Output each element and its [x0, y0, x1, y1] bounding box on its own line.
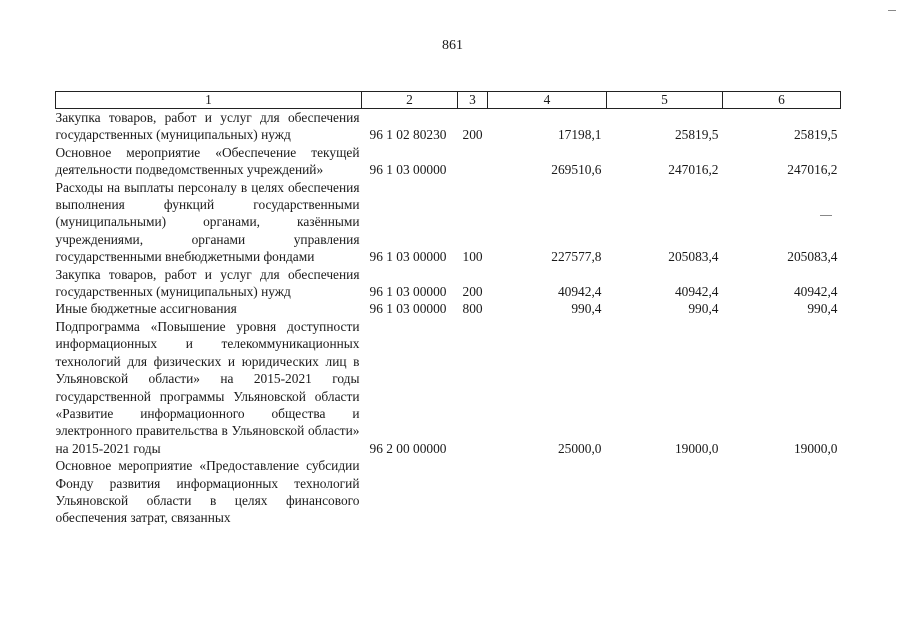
table-row [56, 179, 841, 266]
row-value-col5: 40942,4 [674, 284, 719, 300]
row-code [362, 457, 458, 527]
row-name: Основное мероприятие «Обеспечение текущей деятельности подведомственных учреждений» [55, 144, 360, 178]
row-value-col6: 247016,2 [787, 162, 838, 178]
row-value-col4: 17198,1 [557, 127, 602, 143]
row-expense-type: 200 [462, 284, 483, 300]
header-col-3: 3 [458, 92, 488, 109]
row-value-col4: 40942,4 [557, 284, 602, 300]
table-row [56, 109, 841, 144]
header-col-4: 4 [488, 92, 607, 109]
row-name: Закупка товаров, работ и услуг для обеспечения государственных (муниципальных) нужд [55, 110, 360, 143]
table-row [56, 266, 841, 301]
row-value-col6: 25819,5 [793, 127, 838, 143]
row-name: Иные бюджетные ассигнования [55, 301, 237, 317]
row-value-col4: 227577,8 [551, 249, 602, 265]
row-value-col6: 990,4 [807, 301, 838, 317]
row-value-col6: 19000,0 [793, 440, 838, 456]
row-expense-type: 800 [462, 301, 483, 317]
scan-artifact [820, 215, 832, 216]
table-row [56, 318, 841, 457]
row-value-col5 [607, 457, 723, 527]
header-col-2: 2 [362, 92, 458, 109]
row-value-col5: 247016,2 [668, 162, 719, 178]
row-name: Закупка товаров, работ и услуг для обеспечения государственных (муниципальных) нужд [55, 266, 360, 300]
row-expense-type [458, 457, 488, 527]
row-expense-type [458, 144, 488, 179]
table-row [56, 457, 841, 527]
header-col-5: 5 [607, 92, 723, 109]
row-expense-type: 100 [462, 249, 483, 265]
row-code: 96 1 03 00000 [369, 162, 447, 178]
row-name: Подпрограмма «Повышение уровня доступности информационных и телекоммуникационных технологий для физических и юридических лиц в Ульяновской области» на 2015-2021 годы государственной программы Ульяновской области «Развитие информационного общества и электронного правительства в Ульяновской области» на 2015-2021 годы [55, 318, 360, 456]
row-value-col6: 205083,4 [787, 249, 838, 265]
page-number: 861 [442, 38, 463, 53]
row-value-col5: 19000,0 [674, 440, 719, 456]
row-value-col6: 40942,4 [793, 284, 838, 300]
row-code: 96 2 00 00000 [369, 440, 447, 456]
table-header [56, 92, 841, 109]
table-row [56, 144, 841, 179]
header-row [56, 92, 841, 109]
row-expense-type [458, 318, 488, 457]
row-code: 96 1 03 00000 [369, 301, 447, 317]
row-value-col5: 990,4 [688, 301, 719, 317]
row-code: 96 1 03 00000 [369, 249, 447, 265]
row-value-col5: 25819,5 [674, 127, 719, 143]
row-value-col4: 25000,0 [557, 440, 602, 456]
budget-table [55, 91, 841, 527]
table-row [56, 300, 841, 317]
header-col-6: 6 [723, 92, 841, 109]
row-value-col4: 990,4 [571, 301, 602, 317]
row-code: 96 1 02 80230 [369, 127, 447, 143]
row-name: Расходы на выплаты персоналу в целях обеспечения выполнения функций государственными (муниципальными) органами, казёнными учреждениями, органами управления государственными внебюджетными фондами [55, 179, 360, 265]
scan-artifact [888, 10, 896, 11]
row-name: Основное мероприятие «Предоставление субсидии Фонду развития информационных технологий Ульяновской области в целях финансового обеспечения затрат, связанных [55, 458, 360, 526]
row-value-col4 [488, 457, 607, 527]
row-expense-type: 200 [462, 127, 483, 143]
table-body [56, 109, 841, 527]
row-value-col4: 269510,6 [551, 162, 602, 178]
row-code: 96 1 03 00000 [369, 284, 447, 300]
row-value-col6 [723, 457, 841, 527]
row-value-col5: 205083,4 [668, 249, 719, 265]
header-col-1: 1 [56, 92, 362, 109]
